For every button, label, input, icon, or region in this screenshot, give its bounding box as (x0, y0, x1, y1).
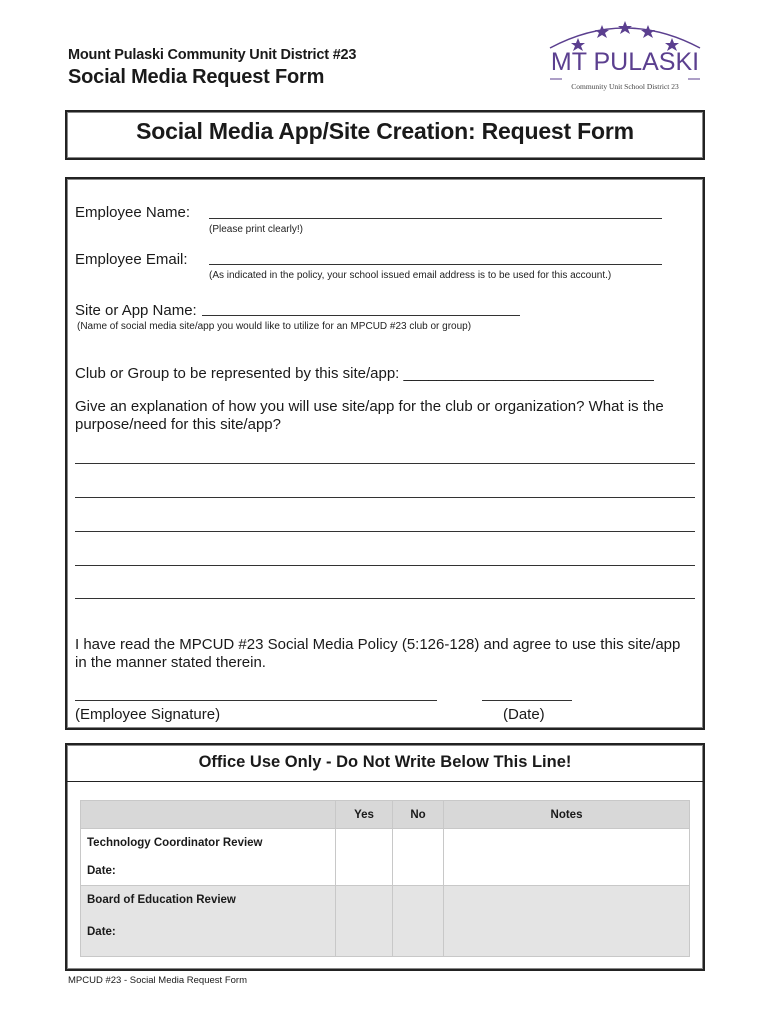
notes-cell[interactable] (444, 829, 690, 886)
site-name-label: Site or App Name: (75, 302, 197, 319)
employee-name-field[interactable] (209, 218, 662, 219)
explanation-label: Give an explanation of how you will use site/app for the club or organization? What is the purpose/need for this site/app? (75, 398, 664, 433)
explanation-line[interactable] (75, 531, 695, 532)
district-name: Mount Pulaski Community Unit District #23 (68, 47, 357, 63)
page-footer: MPCUD #23 - Social Media Request Form (68, 975, 247, 986)
review-date-label: Date: (87, 926, 116, 938)
divider (67, 781, 703, 782)
page-title: Social Media App/Site Creation: Request Form (136, 118, 634, 144)
explanation-line[interactable] (75, 565, 695, 566)
table-row (81, 886, 690, 957)
logo-name: MT PULASKI (550, 48, 700, 76)
explanation-line[interactable] (75, 463, 695, 464)
site-name-field[interactable] (202, 315, 520, 316)
employee-name-note: (Please print clearly!) (209, 224, 303, 235)
star-icon (618, 21, 632, 34)
date-field[interactable] (482, 700, 572, 701)
employee-email-label: Employee Email: (75, 251, 188, 268)
review-label: Technology Coordinator Review (87, 837, 263, 849)
employee-email-note: (As indicated in the policy, your school issued email address is to be used for this account.) (209, 270, 612, 281)
agreement-text: I have read the MPCUD #23 Social Media Policy (5:126-128) and agree to use this site/app in the manner stated therein. (75, 636, 681, 671)
explanation-line[interactable] (75, 598, 695, 599)
star-icon (641, 25, 655, 38)
table-row (81, 829, 690, 886)
employee-email-field[interactable] (209, 264, 662, 265)
employee-name-label: Employee Name: (75, 204, 191, 221)
star-icon (595, 25, 609, 38)
yes-cell[interactable] (336, 829, 393, 886)
review-date-label: Date: (87, 865, 116, 877)
no-cell[interactable] (393, 829, 444, 886)
club-label: Club or Group to be represented by this site/app: ______________________________ (75, 365, 654, 382)
no-cell[interactable] (393, 886, 444, 957)
explanation-line[interactable] (75, 497, 695, 498)
review-table (80, 800, 690, 957)
signature-label: (Employee Signature) (75, 706, 221, 723)
review-label: Board of Education Review (87, 894, 236, 906)
column-header (81, 801, 336, 829)
notes-cell[interactable] (444, 886, 690, 957)
column-header-no: No (393, 801, 444, 829)
office-use-title: Office Use Only - Do Not Write Below This Line! (198, 753, 572, 771)
table-header-row (81, 801, 690, 829)
column-header-notes: Notes (444, 801, 690, 829)
signature-field[interactable] (75, 700, 437, 701)
form-name: Social Media Request Form (68, 66, 325, 88)
logo-subtitle: Community Unit School District 23 (571, 82, 679, 91)
site-name-note: (Name of social media site/app you would like to utilize for an MPCUD #23 club or group) (77, 321, 472, 332)
date-label: (Date) (503, 706, 545, 723)
yes-cell[interactable] (336, 886, 393, 957)
column-header-yes: Yes (336, 801, 393, 829)
